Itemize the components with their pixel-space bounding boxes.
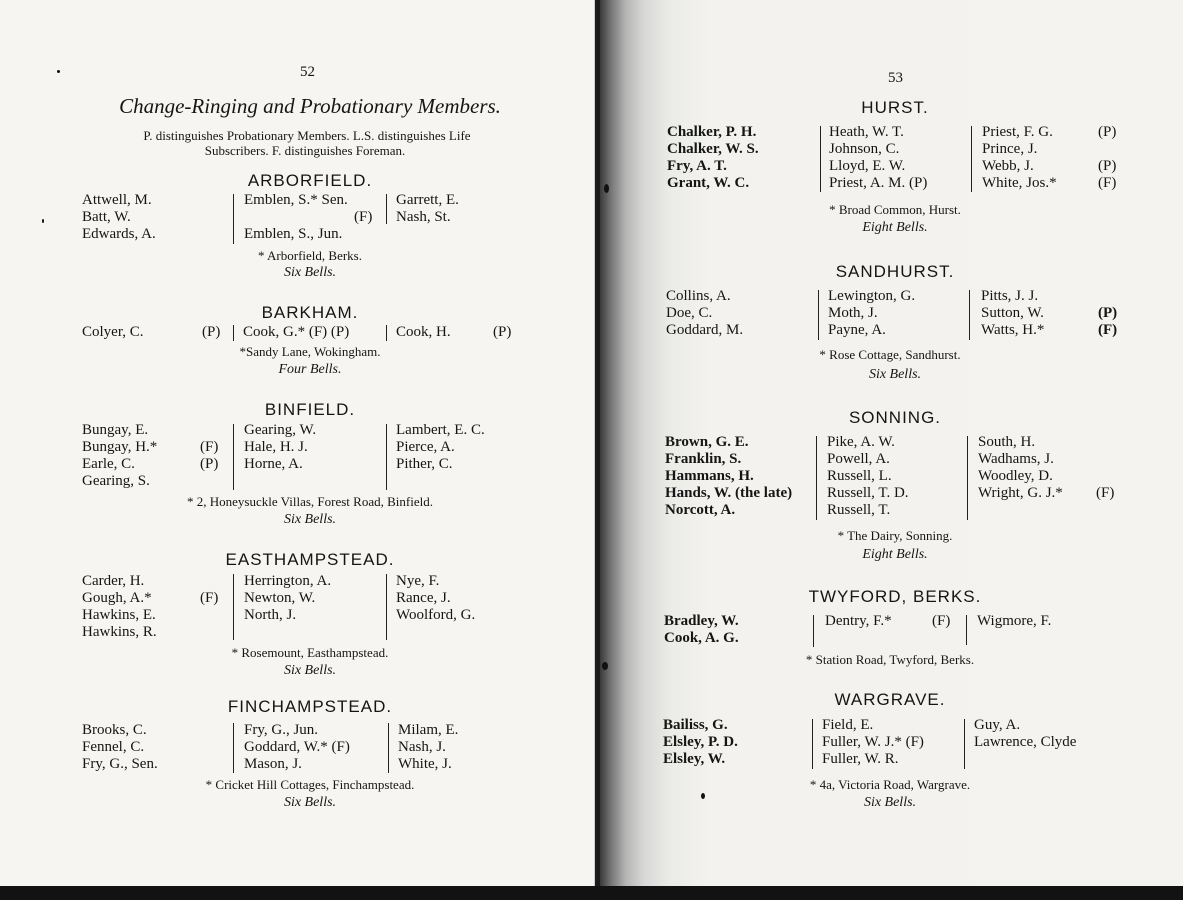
- member-name: Emblen, S.* Sen.: [244, 192, 348, 208]
- tower-address: * The Dairy, Sonning.: [837, 528, 953, 543]
- role-tag: (P): [1098, 124, 1117, 140]
- column-divider: [812, 719, 813, 769]
- finchampstead-col1: [82, 722, 158, 773]
- member-name: Bradley, W.: [664, 613, 739, 629]
- bells-count: Six Bells.: [283, 265, 337, 280]
- paper-speck: [57, 70, 60, 73]
- tower-address: * Arborfield, Berks.: [258, 248, 362, 263]
- member-name: Field, E.: [822, 717, 874, 733]
- member-name: Nye, F.: [396, 573, 440, 589]
- member-name: Bungay, E.: [82, 422, 149, 438]
- role-tag: [200, 422, 218, 439]
- sandhurst-col3: [981, 288, 1044, 339]
- member-name: Wadhams, J.: [978, 451, 1054, 467]
- role-tag: [1096, 468, 1114, 485]
- member-name: Russell, T. D.: [827, 485, 909, 501]
- column-divider: [820, 126, 821, 192]
- column-divider: [233, 325, 234, 341]
- member-name: South, H.: [978, 434, 1036, 450]
- role-tag: [1098, 288, 1117, 305]
- member-name: Collins, A.: [666, 288, 731, 304]
- paper-speck: [701, 793, 705, 799]
- bells-count: Eight Bells.: [862, 220, 928, 235]
- member-name: Mason, J.: [244, 756, 302, 772]
- column-divider: [233, 424, 234, 490]
- binfield-col1: [82, 422, 157, 490]
- member-name: Pierce, A.: [396, 439, 455, 455]
- role-tag: (P): [1098, 158, 1117, 174]
- role-tag: (F): [200, 439, 219, 455]
- member-name: Fry, G., Sen.: [82, 756, 158, 772]
- member-name: White, J.: [398, 756, 452, 772]
- member-name: Fry, G., Jun.: [244, 722, 319, 738]
- member-name: Norcott, A.: [665, 502, 736, 518]
- section-heading-finchampstead: FINCHAMPSTEAD.: [227, 697, 393, 716]
- book-edge-shadow: [0, 886, 1183, 900]
- member-name: Brooks, C.: [82, 722, 147, 738]
- member-name: Garrett, E.: [396, 192, 459, 208]
- member-name: Powell, A.: [827, 451, 890, 467]
- sonning-col3: [978, 434, 1063, 502]
- member-name: Wigmore, F.: [977, 613, 1052, 629]
- member-name: Gearing, W.: [244, 422, 317, 438]
- member-name: Cook, A. G.: [664, 630, 739, 646]
- member-name: Priest, F. G.: [982, 124, 1053, 140]
- member-name: Emblen, S., Jun.: [244, 226, 343, 242]
- member-name: Goddard, M.: [666, 322, 744, 338]
- member-name: Edwards, A.: [82, 226, 156, 242]
- member-name: Russell, T.: [827, 502, 891, 518]
- member-name: Rance, J.: [396, 590, 451, 606]
- role-tag: (F): [354, 209, 373, 225]
- member-name: Earle, C.: [82, 456, 135, 472]
- member-name: Hawkins, E.: [82, 607, 156, 623]
- legend-note-line2: Subscribers. F. distinguishes Foreman.: [204, 143, 406, 158]
- section-heading-wargrave: WARGRAVE.: [834, 690, 946, 709]
- column-divider: [233, 723, 234, 773]
- member-name: Fennel, C.: [82, 739, 145, 755]
- column-divider: [813, 615, 814, 647]
- tower-address: * Rosemount, Easthampstead.: [231, 645, 389, 660]
- member-name: Pike, A. W.: [827, 434, 895, 450]
- column-divider: [971, 126, 972, 192]
- member-name: Woodley, D.: [978, 468, 1053, 484]
- member-name: Nash, St.: [396, 209, 451, 225]
- member-name: Fuller, W. J.* (F): [822, 734, 924, 750]
- section-heading-twyford: TWYFORD, BERKS.: [808, 587, 982, 606]
- section-heading-binfield: BINFIELD.: [264, 400, 356, 419]
- member-name: Hawkins, R.: [82, 624, 157, 640]
- column-divider: [388, 723, 389, 773]
- column-divider: [386, 325, 387, 341]
- member-name: Guy, A.: [974, 717, 1021, 733]
- member-name: Pither, C.: [396, 456, 453, 472]
- member-name: Fry, A. T.: [667, 158, 727, 174]
- binfield-col1-tags: [200, 422, 218, 473]
- wargrave-col2: [822, 717, 924, 768]
- member-name: Brown, G. E.: [665, 434, 749, 450]
- member-name: Horne, A.: [244, 456, 303, 472]
- role-tag: (P): [202, 324, 221, 340]
- member-name: Watts, H.*: [981, 322, 1045, 338]
- member-name: Milam, E.: [398, 722, 459, 738]
- member-name: Sutton, W.: [981, 305, 1044, 321]
- section-heading-easthampstead: EASTHAMPSTEAD.: [225, 550, 395, 569]
- finchampstead-col3: [398, 722, 458, 773]
- member-name: Lawrence, Clyde: [974, 734, 1077, 750]
- member-name: Priest, A. M. (P): [829, 175, 928, 191]
- column-divider: [964, 719, 965, 769]
- member-name: Wright, G. J.*: [978, 485, 1063, 501]
- hurst-col3-tags: [1098, 124, 1116, 192]
- role-tag: (F): [1098, 175, 1117, 191]
- member-name: Cook, G.* (F) (P): [243, 324, 350, 340]
- arborfield-col1: [82, 192, 156, 243]
- member-name: Hands, W. (the late): [665, 485, 793, 501]
- member-name: Gough, A.*: [82, 590, 152, 606]
- column-divider: [818, 290, 819, 340]
- binfield-col3: [396, 422, 485, 473]
- member-name: Franklin, S.: [665, 451, 742, 467]
- easthampstead-col1-tags: [200, 573, 218, 607]
- page-number: 52: [300, 64, 315, 80]
- section-heading-sandhurst: SANDHURST.: [835, 262, 955, 281]
- member-name: Doe, C.: [666, 305, 713, 321]
- bells-count: Six Bells.: [283, 512, 337, 527]
- member-name: Colyer, C.: [82, 324, 144, 340]
- member-name: North, J.: [244, 607, 297, 623]
- easthampstead-col3: [396, 573, 475, 624]
- column-divider: [386, 194, 387, 224]
- member-name: Russell, L.: [827, 468, 892, 484]
- member-name: Lewington, G.: [828, 288, 916, 304]
- role-tag: [1098, 141, 1116, 158]
- easthampstead-col1: [82, 573, 157, 641]
- sonning-col3-tags: [1096, 434, 1114, 502]
- arborfield-col3: [396, 192, 459, 226]
- member-name: Bungay, H.*: [82, 439, 158, 455]
- member-name: Cook, H.: [396, 324, 451, 340]
- column-divider: [816, 436, 817, 520]
- tower-address: * 4a, Victoria Road, Wargrave.: [809, 777, 971, 792]
- role-tag: [1096, 434, 1114, 451]
- legend-note-line1: P. distinguishes Probationary Members. L.S. distinguishes Life: [143, 128, 471, 143]
- binfield-col2: [244, 422, 316, 473]
- sandhurst-col3-tags: [1098, 288, 1117, 339]
- tower-address: * Broad Common, Hurst.: [829, 202, 961, 217]
- member-name: Bailiss, G.: [663, 717, 728, 733]
- paper-speck: [42, 219, 44, 223]
- bells-count: Six Bells.: [863, 795, 917, 810]
- sonning-col1: [665, 434, 792, 519]
- role-tag: (F): [200, 590, 219, 606]
- section-heading-sonning: SONNING.: [848, 408, 942, 427]
- member-name: Hale, H. J.: [244, 439, 308, 455]
- tower-address: * Rose Cottage, Sandhurst.: [819, 347, 961, 362]
- tower-address: * Cricket Hill Cottages, Finchampstead.: [205, 777, 415, 792]
- member-name: Elsley, W.: [663, 751, 726, 767]
- column-divider: [969, 290, 970, 340]
- member-name: Chalker, W. S.: [667, 141, 759, 157]
- binding-hole: [602, 662, 608, 670]
- section-heading-hurst: HURST.: [861, 98, 929, 117]
- role-tag: [200, 573, 218, 590]
- section-heading-barkham: BARKHAM.: [261, 303, 359, 322]
- column-divider: [967, 436, 968, 520]
- finchampstead-col2: [244, 722, 350, 773]
- section-heading-arborfield: ARBORFIELD.: [247, 171, 373, 190]
- member-name: Prince, J.: [982, 141, 1038, 157]
- arborfield-col2: [244, 192, 372, 243]
- member-name: Woolford, G.: [396, 607, 476, 623]
- easthampstead-col2: [244, 573, 331, 624]
- tower-address: *Sandy Lane, Wokingham.: [239, 344, 381, 359]
- member-name: Carder, H.: [82, 573, 145, 589]
- bells-count: Four Bells.: [278, 362, 342, 377]
- column-divider: [386, 574, 387, 640]
- sandhurst-col1: [666, 288, 743, 339]
- member-name: Attwell, M.: [82, 192, 152, 208]
- member-name: Lambert, E. C.: [396, 422, 485, 438]
- member-name: Webb, J.: [982, 158, 1034, 174]
- role-tag: (F): [932, 613, 951, 629]
- tower-address: * Station Road, Twyford, Berks.: [805, 652, 975, 667]
- member-name: Johnson, C.: [829, 141, 900, 157]
- member-name: Chalker, P. H.: [667, 124, 757, 140]
- member-name: Pitts, J. J.: [981, 288, 1039, 304]
- hurst-col3: [982, 124, 1057, 192]
- page-title: Change-Ringing and Probationary Members.: [119, 94, 501, 118]
- sandhurst-col2: [828, 288, 915, 339]
- bells-count: Six Bells.: [283, 795, 337, 810]
- column-divider: [233, 574, 234, 640]
- member-name: Fuller, W. R.: [822, 751, 899, 767]
- member-name: Grant, W. C.: [667, 175, 750, 191]
- member-name: Lloyd, E. W.: [829, 158, 906, 174]
- wargrave-col1: [663, 717, 738, 768]
- hurst-col1: [667, 124, 759, 192]
- bells-count: Eight Bells.: [862, 547, 928, 562]
- binding-hole: [604, 184, 609, 193]
- role-tag: (P): [493, 324, 512, 340]
- member-name: Batt, W.: [82, 209, 131, 225]
- member-name: Payne, A.: [828, 322, 886, 338]
- member-name: Newton, W.: [244, 590, 316, 606]
- role-tag: (P): [200, 456, 219, 472]
- tower-address: * 2, Honeysuckle Villas, Forest Road, Binfield.: [187, 494, 433, 509]
- left-page: [0, 0, 595, 886]
- hurst-col2: [829, 124, 927, 192]
- twyford-col1: [664, 613, 739, 647]
- member-name: Goddard, W.* (F): [244, 739, 350, 755]
- role-tag: (F): [1098, 322, 1118, 338]
- role-tag: [1096, 451, 1114, 468]
- column-divider: [966, 615, 967, 645]
- member-name: Elsley, P. D.: [663, 734, 738, 750]
- column-divider: [233, 194, 234, 244]
- right-page: [600, 0, 1183, 886]
- member-name: Hammans, H.: [665, 468, 754, 484]
- member-name: Gearing, S.: [82, 473, 150, 489]
- member-name: Dentry, F.*: [825, 613, 892, 629]
- wargrave-col3: [974, 717, 1076, 751]
- bells-count: Six Bells.: [868, 367, 922, 382]
- column-divider: [386, 424, 387, 490]
- member-name: Moth, J.: [828, 305, 878, 321]
- member-name: Heath, W. T.: [829, 124, 904, 140]
- member-name: Herrington, A.: [244, 573, 332, 589]
- member-name: Nash, J.: [398, 739, 446, 755]
- role-tag: (P): [1098, 305, 1118, 321]
- role-tag: (F): [1096, 485, 1115, 501]
- bells-count: Six Bells.: [283, 663, 337, 678]
- page-number: 53: [888, 70, 903, 86]
- sonning-col2: [827, 434, 909, 519]
- member-name: White, Jos.*: [982, 175, 1057, 191]
